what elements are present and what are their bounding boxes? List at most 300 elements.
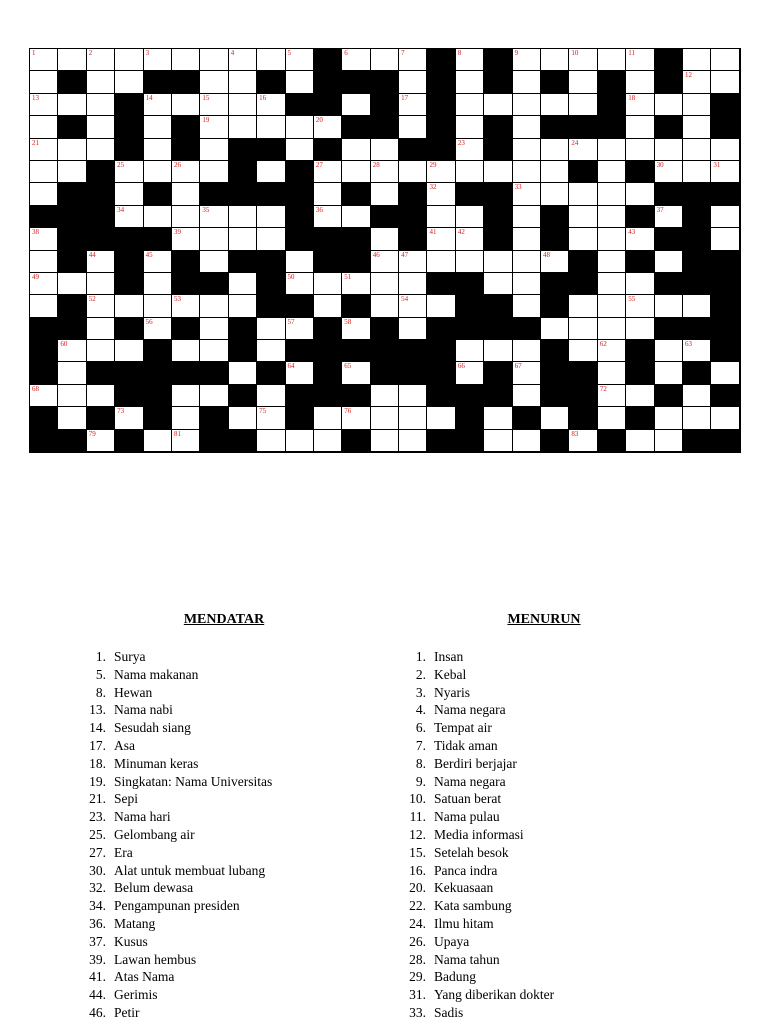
answer-cell[interactable] bbox=[144, 251, 172, 273]
answer-cell[interactable] bbox=[30, 273, 58, 295]
answer-cell[interactable] bbox=[711, 161, 739, 183]
answer-cell[interactable] bbox=[342, 206, 370, 228]
answer-cell[interactable] bbox=[371, 385, 399, 407]
answer-cell[interactable] bbox=[314, 295, 342, 317]
answer-cell[interactable] bbox=[371, 161, 399, 183]
answer-cell[interactable] bbox=[200, 206, 228, 228]
answer-cell[interactable] bbox=[30, 295, 58, 317]
answer-cell[interactable] bbox=[456, 139, 484, 161]
blocked-cell bbox=[655, 385, 683, 407]
answer-cell[interactable] bbox=[598, 251, 626, 273]
answer-cell[interactable] bbox=[371, 228, 399, 250]
answer-cell[interactable] bbox=[683, 71, 711, 93]
answer-cell[interactable] bbox=[87, 385, 115, 407]
answer-cell[interactable] bbox=[172, 49, 200, 71]
answer-cell[interactable] bbox=[257, 161, 285, 183]
blocked-cell bbox=[626, 161, 654, 183]
answer-cell[interactable] bbox=[711, 49, 739, 71]
answer-cell[interactable] bbox=[569, 430, 597, 452]
answer-cell[interactable] bbox=[456, 71, 484, 93]
answer-cell[interactable] bbox=[286, 139, 314, 161]
answer-cell[interactable] bbox=[456, 228, 484, 250]
answer-cell[interactable] bbox=[513, 71, 541, 93]
answer-cell[interactable] bbox=[257, 94, 285, 116]
answer-cell[interactable] bbox=[30, 94, 58, 116]
clue-item-number: 18. bbox=[89, 755, 106, 771]
answer-cell[interactable] bbox=[513, 273, 541, 295]
answer-cell[interactable] bbox=[257, 49, 285, 71]
answer-cell[interactable] bbox=[541, 139, 569, 161]
blocked-cell bbox=[371, 116, 399, 138]
blocked-cell bbox=[342, 430, 370, 452]
answer-cell[interactable] bbox=[286, 49, 314, 71]
answer-cell[interactable] bbox=[427, 206, 455, 228]
answer-cell[interactable] bbox=[286, 273, 314, 295]
answer-cell[interactable] bbox=[569, 49, 597, 71]
blocked-cell bbox=[569, 273, 597, 295]
answer-cell[interactable] bbox=[144, 206, 172, 228]
answer-cell[interactable] bbox=[314, 183, 342, 205]
answer-cell[interactable] bbox=[626, 71, 654, 93]
answer-cell[interactable] bbox=[683, 94, 711, 116]
answer-cell[interactable] bbox=[314, 161, 342, 183]
answer-cell[interactable] bbox=[342, 49, 370, 71]
answer-cell[interactable] bbox=[257, 228, 285, 250]
answer-cell[interactable] bbox=[598, 340, 626, 362]
answer-cell[interactable] bbox=[513, 139, 541, 161]
answer-cell[interactable] bbox=[229, 49, 257, 71]
answer-cell[interactable] bbox=[484, 94, 512, 116]
answer-cell[interactable] bbox=[286, 362, 314, 384]
answer-cell[interactable] bbox=[399, 71, 427, 93]
answer-cell[interactable] bbox=[513, 49, 541, 71]
answer-cell[interactable] bbox=[484, 251, 512, 273]
answer-cell[interactable] bbox=[626, 183, 654, 205]
answer-cell[interactable] bbox=[598, 385, 626, 407]
answer-cell[interactable] bbox=[257, 340, 285, 362]
blocked-cell bbox=[30, 206, 58, 228]
answer-cell[interactable] bbox=[683, 139, 711, 161]
answer-cell[interactable] bbox=[655, 430, 683, 452]
answer-cell[interactable] bbox=[711, 362, 739, 384]
blocked-cell bbox=[655, 228, 683, 250]
answer-cell[interactable] bbox=[229, 228, 257, 250]
answer-cell[interactable] bbox=[172, 385, 200, 407]
clue-item-number: 16. bbox=[409, 862, 426, 878]
clue-number: 42 bbox=[457, 228, 465, 237]
blocked-cell bbox=[626, 340, 654, 362]
answer-cell[interactable] bbox=[58, 94, 86, 116]
answer-cell[interactable] bbox=[257, 116, 285, 138]
blocked-cell bbox=[626, 206, 654, 228]
answer-cell[interactable] bbox=[314, 430, 342, 452]
blocked-cell bbox=[200, 362, 228, 384]
answer-cell[interactable] bbox=[58, 385, 86, 407]
clue-number: 24 bbox=[571, 138, 579, 147]
answer-cell[interactable] bbox=[683, 385, 711, 407]
answer-cell[interactable] bbox=[399, 318, 427, 340]
answer-cell[interactable] bbox=[144, 116, 172, 138]
clue-item-number: 22. bbox=[409, 898, 426, 914]
blocked-cell bbox=[683, 206, 711, 228]
answer-cell[interactable] bbox=[115, 206, 143, 228]
answer-cell[interactable] bbox=[87, 318, 115, 340]
answer-cell[interactable] bbox=[399, 407, 427, 429]
answer-cell[interactable] bbox=[683, 295, 711, 317]
answer-cell[interactable] bbox=[427, 228, 455, 250]
answer-cell[interactable] bbox=[172, 206, 200, 228]
answer-cell[interactable] bbox=[427, 183, 455, 205]
clue-item-text: Matang bbox=[114, 915, 156, 931]
clue-item bbox=[74, 648, 374, 666]
answer-cell[interactable] bbox=[58, 139, 86, 161]
answer-cell[interactable] bbox=[229, 94, 257, 116]
answer-cell[interactable] bbox=[115, 49, 143, 71]
answer-cell[interactable] bbox=[513, 116, 541, 138]
answer-cell[interactable] bbox=[655, 362, 683, 384]
answer-cell[interactable] bbox=[144, 273, 172, 295]
answer-cell[interactable] bbox=[541, 183, 569, 205]
answer-cell[interactable] bbox=[513, 206, 541, 228]
answer-cell[interactable] bbox=[30, 139, 58, 161]
answer-cell[interactable] bbox=[200, 251, 228, 273]
answer-cell[interactable] bbox=[30, 71, 58, 93]
answer-cell[interactable] bbox=[200, 318, 228, 340]
answer-cell[interactable] bbox=[711, 206, 739, 228]
answer-cell[interactable] bbox=[513, 340, 541, 362]
answer-cell[interactable] bbox=[229, 295, 257, 317]
answer-cell[interactable] bbox=[87, 116, 115, 138]
answer-cell[interactable] bbox=[87, 251, 115, 273]
answer-cell[interactable] bbox=[598, 206, 626, 228]
answer-cell[interactable] bbox=[30, 116, 58, 138]
answer-cell[interactable] bbox=[30, 183, 58, 205]
answer-cell[interactable] bbox=[598, 295, 626, 317]
answer-cell[interactable] bbox=[229, 273, 257, 295]
clue-item-text: Panca indra bbox=[434, 862, 498, 878]
answer-cell[interactable] bbox=[513, 430, 541, 452]
answer-cell[interactable] bbox=[87, 295, 115, 317]
answer-cell[interactable] bbox=[172, 183, 200, 205]
answer-cell[interactable] bbox=[172, 407, 200, 429]
answer-cell[interactable] bbox=[399, 161, 427, 183]
answer-cell[interactable] bbox=[87, 430, 115, 452]
answer-cell[interactable] bbox=[513, 251, 541, 273]
answer-cell[interactable] bbox=[513, 228, 541, 250]
answer-cell[interactable] bbox=[399, 273, 427, 295]
answer-cell[interactable] bbox=[342, 94, 370, 116]
answer-cell[interactable] bbox=[115, 407, 143, 429]
answer-cell[interactable] bbox=[626, 228, 654, 250]
answer-cell[interactable] bbox=[598, 273, 626, 295]
answer-cell[interactable] bbox=[87, 49, 115, 71]
answer-cell[interactable] bbox=[115, 161, 143, 183]
blocked-cell bbox=[30, 362, 58, 384]
answer-cell[interactable] bbox=[569, 228, 597, 250]
answer-cell[interactable] bbox=[314, 116, 342, 138]
clue-number: 62 bbox=[599, 340, 607, 349]
answer-cell[interactable] bbox=[144, 295, 172, 317]
answer-cell[interactable] bbox=[711, 71, 739, 93]
answer-cell[interactable] bbox=[626, 139, 654, 161]
answer-cell[interactable] bbox=[342, 273, 370, 295]
answer-cell[interactable] bbox=[342, 139, 370, 161]
answer-cell[interactable] bbox=[172, 340, 200, 362]
answer-cell[interactable] bbox=[711, 228, 739, 250]
answer-cell[interactable] bbox=[541, 318, 569, 340]
answer-cell[interactable] bbox=[200, 49, 228, 71]
answer-cell[interactable] bbox=[30, 49, 58, 71]
answer-cell[interactable] bbox=[286, 318, 314, 340]
answer-cell[interactable] bbox=[257, 206, 285, 228]
answer-cell[interactable] bbox=[229, 407, 257, 429]
answer-cell[interactable] bbox=[683, 49, 711, 71]
answer-cell[interactable] bbox=[626, 318, 654, 340]
answer-cell[interactable] bbox=[314, 206, 342, 228]
answer-cell[interactable] bbox=[172, 295, 200, 317]
answer-cell[interactable] bbox=[257, 430, 285, 452]
answer-cell[interactable] bbox=[371, 273, 399, 295]
answer-cell[interactable] bbox=[399, 49, 427, 71]
answer-cell[interactable] bbox=[314, 273, 342, 295]
answer-cell[interactable] bbox=[229, 206, 257, 228]
answer-cell[interactable] bbox=[229, 71, 257, 93]
answer-cell[interactable] bbox=[569, 340, 597, 362]
answer-cell[interactable] bbox=[456, 206, 484, 228]
answer-cell[interactable] bbox=[569, 183, 597, 205]
answer-cell[interactable] bbox=[30, 385, 58, 407]
answer-cell[interactable] bbox=[58, 161, 86, 183]
answer-cell[interactable] bbox=[58, 49, 86, 71]
answer-cell[interactable] bbox=[200, 295, 228, 317]
answer-cell[interactable] bbox=[427, 407, 455, 429]
answer-cell[interactable] bbox=[541, 407, 569, 429]
answer-cell[interactable] bbox=[371, 407, 399, 429]
answer-cell[interactable] bbox=[371, 251, 399, 273]
blocked-cell bbox=[257, 362, 285, 384]
answer-cell[interactable] bbox=[286, 430, 314, 452]
answer-cell[interactable] bbox=[569, 318, 597, 340]
answer-cell[interactable] bbox=[399, 385, 427, 407]
answer-cell[interactable] bbox=[257, 385, 285, 407]
answer-cell[interactable] bbox=[655, 340, 683, 362]
answer-cell[interactable] bbox=[30, 161, 58, 183]
clue-number: 28 bbox=[372, 160, 380, 169]
answer-cell[interactable] bbox=[456, 161, 484, 183]
answer-cell[interactable] bbox=[513, 362, 541, 384]
clue-number: 68 bbox=[32, 384, 39, 393]
answer-cell[interactable] bbox=[655, 295, 683, 317]
answer-cell[interactable] bbox=[427, 161, 455, 183]
answer-cell[interactable] bbox=[399, 295, 427, 317]
answer-cell[interactable] bbox=[513, 161, 541, 183]
answer-cell[interactable] bbox=[541, 161, 569, 183]
answer-cell[interactable] bbox=[286, 71, 314, 93]
answer-cell[interactable] bbox=[172, 94, 200, 116]
answer-cell[interactable] bbox=[115, 340, 143, 362]
answer-cell[interactable] bbox=[626, 94, 654, 116]
answer-cell[interactable] bbox=[342, 318, 370, 340]
answer-cell[interactable] bbox=[87, 71, 115, 93]
blocked-cell bbox=[87, 362, 115, 384]
answer-cell[interactable] bbox=[257, 318, 285, 340]
answer-cell[interactable] bbox=[456, 116, 484, 138]
answer-cell[interactable] bbox=[626, 273, 654, 295]
answer-cell[interactable] bbox=[200, 139, 228, 161]
answer-cell[interactable] bbox=[513, 183, 541, 205]
answer-cell[interactable] bbox=[569, 139, 597, 161]
answer-cell[interactable] bbox=[371, 49, 399, 71]
answer-cell[interactable] bbox=[371, 295, 399, 317]
clue-number: 67 bbox=[514, 362, 522, 371]
answer-cell[interactable] bbox=[456, 49, 484, 71]
answer-cell[interactable] bbox=[144, 318, 172, 340]
answer-cell[interactable] bbox=[144, 139, 172, 161]
answer-cell[interactable] bbox=[144, 49, 172, 71]
answer-cell[interactable] bbox=[541, 94, 569, 116]
answer-cell[interactable] bbox=[598, 407, 626, 429]
answer-cell[interactable] bbox=[513, 94, 541, 116]
answer-cell[interactable] bbox=[257, 407, 285, 429]
answer-cell[interactable] bbox=[286, 116, 314, 138]
answer-cell[interactable] bbox=[172, 228, 200, 250]
answer-cell[interactable] bbox=[144, 161, 172, 183]
clue-item-number: 3. bbox=[415, 684, 426, 700]
answer-cell[interactable] bbox=[598, 161, 626, 183]
answer-cell[interactable] bbox=[626, 385, 654, 407]
answer-cell[interactable] bbox=[200, 385, 228, 407]
answer-cell[interactable] bbox=[371, 430, 399, 452]
answer-cell[interactable] bbox=[87, 273, 115, 295]
answer-cell[interactable] bbox=[655, 407, 683, 429]
answer-cell[interactable] bbox=[58, 362, 86, 384]
answer-cell[interactable] bbox=[172, 161, 200, 183]
answer-cell[interactable] bbox=[513, 385, 541, 407]
answer-cell[interactable] bbox=[87, 94, 115, 116]
blocked-cell bbox=[484, 116, 512, 138]
answer-cell[interactable] bbox=[200, 94, 228, 116]
answer-cell[interactable] bbox=[200, 71, 228, 93]
answer-cell[interactable] bbox=[655, 251, 683, 273]
answer-cell[interactable] bbox=[87, 139, 115, 161]
answer-cell[interactable] bbox=[229, 116, 257, 138]
answer-cell[interactable] bbox=[286, 251, 314, 273]
answer-cell[interactable] bbox=[484, 430, 512, 452]
answer-cell[interactable] bbox=[427, 251, 455, 273]
answer-cell[interactable] bbox=[683, 161, 711, 183]
answer-cell[interactable] bbox=[172, 430, 200, 452]
answer-cell[interactable] bbox=[569, 71, 597, 93]
answer-cell[interactable] bbox=[456, 362, 484, 384]
answer-cell[interactable] bbox=[683, 407, 711, 429]
answer-cell[interactable] bbox=[513, 295, 541, 317]
answer-cell[interactable] bbox=[541, 49, 569, 71]
clue-item-text: Asa bbox=[114, 737, 135, 753]
answer-cell[interactable] bbox=[200, 116, 228, 138]
answer-cell[interactable] bbox=[399, 430, 427, 452]
answer-cell[interactable] bbox=[58, 407, 86, 429]
answer-cell[interactable] bbox=[456, 251, 484, 273]
answer-cell[interactable] bbox=[342, 362, 370, 384]
answer-cell[interactable] bbox=[626, 49, 654, 71]
answer-cell[interactable] bbox=[371, 139, 399, 161]
clue-item-number: 10. bbox=[409, 791, 426, 807]
answer-cell[interactable] bbox=[598, 49, 626, 71]
answer-cell[interactable] bbox=[626, 430, 654, 452]
clue-number: 53 bbox=[173, 295, 181, 304]
answer-cell[interactable] bbox=[683, 116, 711, 138]
answer-cell[interactable] bbox=[58, 340, 86, 362]
answer-cell[interactable] bbox=[58, 273, 86, 295]
answer-cell[interactable] bbox=[655, 139, 683, 161]
answer-cell[interactable] bbox=[200, 228, 228, 250]
answer-cell[interactable] bbox=[569, 206, 597, 228]
answer-cell[interactable] bbox=[598, 318, 626, 340]
answer-cell[interactable] bbox=[683, 340, 711, 362]
answer-cell[interactable] bbox=[598, 362, 626, 384]
answer-cell[interactable] bbox=[144, 94, 172, 116]
answer-cell[interactable] bbox=[655, 161, 683, 183]
answer-cell[interactable] bbox=[569, 94, 597, 116]
clue-item bbox=[74, 879, 374, 897]
answer-cell[interactable] bbox=[598, 228, 626, 250]
clue-item bbox=[394, 648, 694, 666]
clue-item-text: Berdiri berjajar bbox=[434, 755, 517, 771]
answer-cell[interactable] bbox=[399, 116, 427, 138]
answer-cell[interactable] bbox=[655, 206, 683, 228]
clue-item-number: 7. bbox=[415, 737, 426, 753]
answer-cell[interactable] bbox=[115, 295, 143, 317]
blocked-cell bbox=[87, 407, 115, 429]
answer-cell[interactable] bbox=[655, 94, 683, 116]
down-heading: MENURUN bbox=[507, 612, 581, 627]
answer-cell[interactable] bbox=[484, 407, 512, 429]
answer-cell[interactable] bbox=[711, 407, 739, 429]
answer-cell[interactable] bbox=[399, 251, 427, 273]
answer-cell[interactable] bbox=[598, 139, 626, 161]
answer-cell[interactable] bbox=[484, 161, 512, 183]
blocked-cell bbox=[200, 430, 228, 452]
answer-cell[interactable] bbox=[456, 94, 484, 116]
clue-item-text: Yang diberikan dokter bbox=[434, 987, 555, 1003]
answer-cell[interactable] bbox=[200, 161, 228, 183]
answer-cell[interactable] bbox=[30, 228, 58, 250]
answer-cell[interactable] bbox=[569, 295, 597, 317]
answer-cell[interactable] bbox=[115, 71, 143, 93]
answer-cell[interactable] bbox=[484, 273, 512, 295]
answer-cell[interactable] bbox=[399, 94, 427, 116]
answer-cell[interactable] bbox=[115, 183, 143, 205]
answer-cell[interactable] bbox=[626, 116, 654, 138]
answer-cell[interactable] bbox=[229, 362, 257, 384]
answer-cell[interactable] bbox=[200, 340, 228, 362]
answer-cell[interactable] bbox=[427, 295, 455, 317]
answer-cell[interactable] bbox=[342, 161, 370, 183]
answer-cell[interactable] bbox=[598, 183, 626, 205]
blocked-cell bbox=[655, 273, 683, 295]
answer-cell[interactable] bbox=[456, 340, 484, 362]
answer-cell[interactable] bbox=[87, 340, 115, 362]
answer-cell[interactable] bbox=[144, 430, 172, 452]
answer-cell[interactable] bbox=[342, 407, 370, 429]
answer-cell[interactable] bbox=[30, 251, 58, 273]
answer-cell[interactable] bbox=[484, 340, 512, 362]
answer-cell[interactable] bbox=[711, 139, 739, 161]
answer-cell[interactable] bbox=[371, 183, 399, 205]
answer-cell[interactable] bbox=[626, 295, 654, 317]
answer-cell[interactable] bbox=[314, 407, 342, 429]
answer-cell[interactable] bbox=[541, 251, 569, 273]
